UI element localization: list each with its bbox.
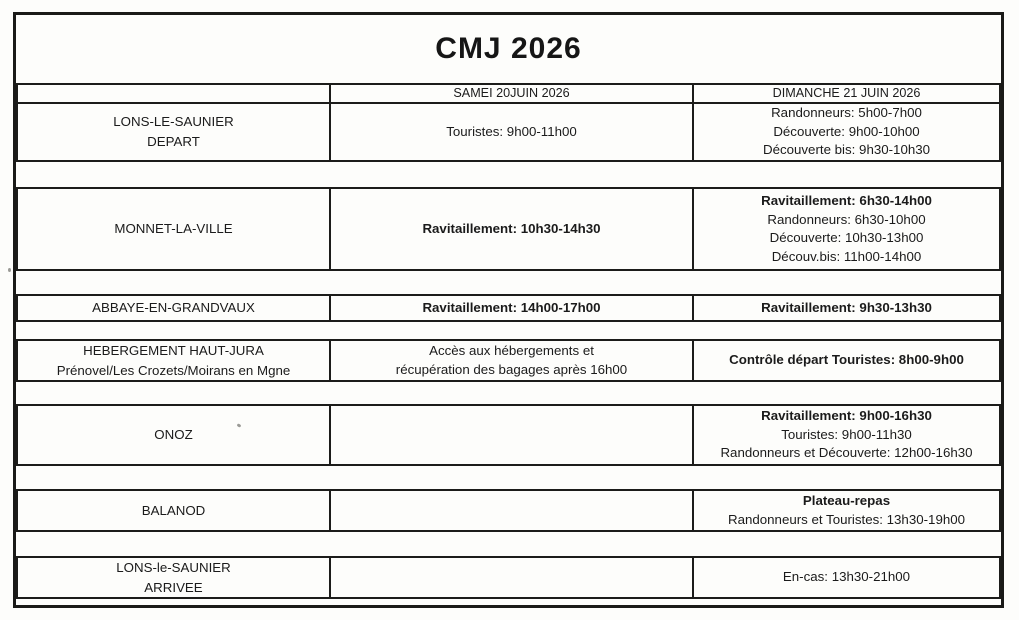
saturday-header-label: SAMEI 20JUIN 2026 [453, 86, 570, 101]
document-sheet [13, 12, 1004, 608]
schedule-entry: Touristes: 9h00-11h00 [446, 123, 577, 139]
schedule-entry: Découverte bis: 9h30-10h30 [762, 142, 931, 158]
location-name: Prénovel/Les Crozets/Moirans en Mgne [56, 362, 291, 378]
table-header-row [16, 83, 1001, 104]
schedule-entry: Ravitaillement: 9h30-13h30 [761, 299, 932, 315]
location-name: ONOZ [154, 427, 193, 442]
location-cell [18, 296, 329, 320]
sunday-cell [692, 341, 999, 380]
schedule-entry: Plateau-repas [802, 493, 891, 508]
location-name: BALANOD [141, 502, 206, 518]
sunday-cell [692, 104, 999, 160]
header-saturday-cell [329, 85, 692, 102]
schedule-entry: Découv.bis: 11h00-14h00 [771, 248, 922, 264]
saturday-cell [329, 189, 692, 269]
saturday-cell [329, 491, 692, 530]
schedule-entry: Randonneurs et Découverte: 12h00-16h30 [720, 445, 973, 461]
title-area [16, 15, 1001, 83]
schedule-entry: Ravitaillement: 10h30-14h30 [422, 220, 601, 236]
schedule-entry: Contrôle départ Touristes: 8h00-9h00 [729, 352, 964, 368]
schedule-entry: Découverte: 9h00-10h00 [773, 123, 920, 139]
saturday-cell [329, 558, 692, 597]
scan-artifact [8, 268, 11, 272]
table-row-lons-depart [16, 102, 1001, 162]
sunday-cell [692, 406, 999, 464]
schedule-entry: Ravitaillement: 6h30-14h00 [761, 193, 932, 208]
location-cell [18, 406, 329, 464]
table-row-onoz [16, 404, 1001, 466]
location-name: HEBERGEMENT HAUT-JURA [83, 342, 264, 358]
table-row-lons-arrivee [16, 556, 1001, 599]
header-sunday-cell [692, 85, 999, 102]
location-cell [18, 341, 329, 380]
location-name: ARRIVEE [144, 579, 203, 595]
schedule-entry: récupération des bagages après 16h00 [395, 361, 628, 377]
location-cell [18, 558, 329, 597]
table-row-monnet [16, 187, 1001, 271]
table-row-abbaye [16, 294, 1001, 322]
schedule-entry: Randonneurs: 6h30-10h00 [767, 211, 926, 227]
table-row-balanod [16, 489, 1001, 532]
schedule-entry: Découverte: 10h30-13h00 [769, 230, 924, 245]
location-name: MONNET-LA-VILLE [114, 221, 233, 236]
location-cell [18, 491, 329, 530]
schedule-entry: Ravitaillement: 9h00-16h30 [761, 408, 932, 424]
sunday-cell [692, 189, 999, 269]
location-name: LONS-LE-SAUNIER [113, 114, 234, 129]
location-cell [18, 104, 329, 160]
saturday-cell [329, 341, 692, 380]
schedule-entry: En-cas: 13h30-21h00 [782, 569, 911, 585]
sunday-cell [692, 296, 999, 320]
location-name: ABBAYE-EN-GRANDVAUX [92, 300, 255, 315]
schedule-entry: Ravitaillement: 14h00-17h00 [422, 299, 601, 315]
schedule-entry: Touristes: 9h00-11h30 [781, 426, 912, 442]
sunday-cell [692, 558, 999, 597]
saturday-cell [329, 296, 692, 320]
location-name: LONS-le-SAUNIER [116, 559, 231, 575]
sunday-header-label: DIMANCHE 21 JUIN 2026 [772, 86, 921, 101]
location-cell [18, 189, 329, 269]
schedule-entry: Accès aux hébergements et [429, 343, 594, 358]
header-location-cell [18, 85, 329, 102]
saturday-cell [329, 406, 692, 464]
schedule-entry: Randonneurs: 5h00-7h00 [771, 105, 922, 121]
location-name: DEPART [147, 134, 200, 149]
sunday-cell [692, 491, 999, 530]
schedule-entry: Randonneurs et Touristes: 13h30-19h00 [727, 511, 966, 527]
table-row-hebergement [16, 339, 1001, 382]
document-title: CMJ 2026 [435, 32, 582, 65]
saturday-cell [329, 104, 692, 160]
